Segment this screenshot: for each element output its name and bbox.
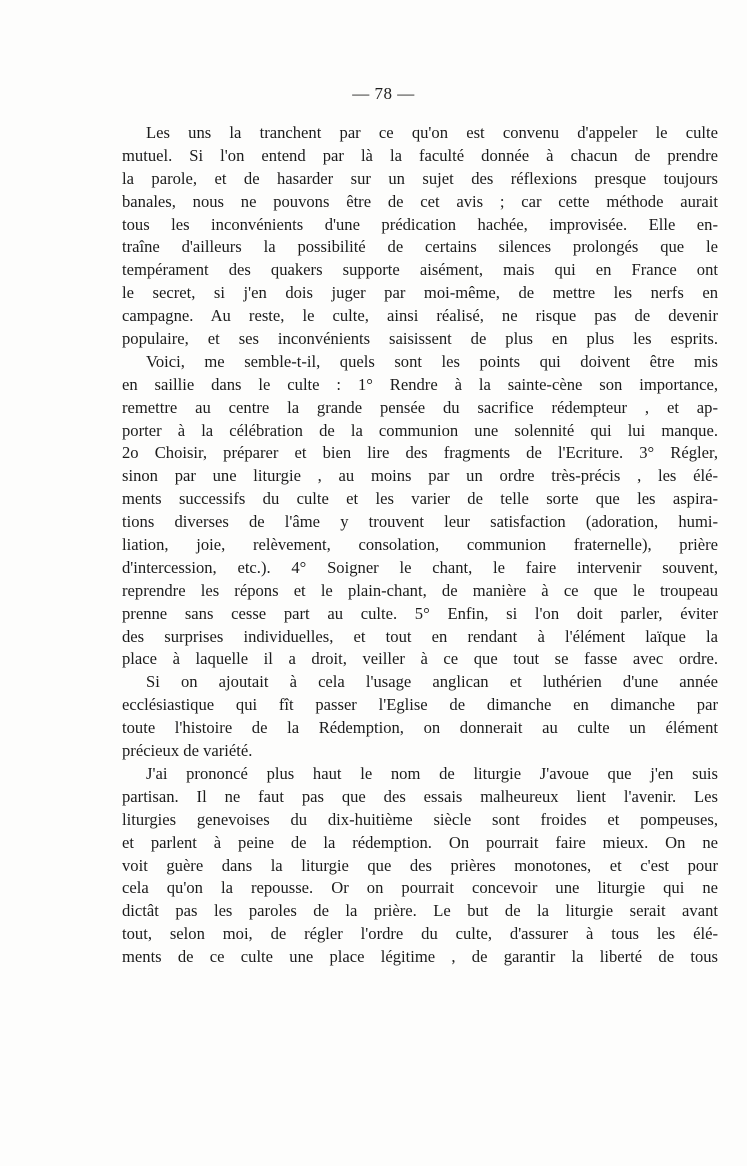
text-line: Les uns la tranchent par ce qu'on est convenu d'appeler le culte [146,123,718,142]
text-line: précieux de variété. [122,741,253,761]
text-line: en saillie dans le culte : 1° Rendre à la sainte-cène son importance, [122,374,718,394]
text-line: la parole, et de hasarder sur un sujet des réflexions presque toujours [122,168,718,188]
text-line: tous les inconvénients d'une prédication hachée, improvisée. Elle en- [122,214,718,234]
text-line: J'ai prononcé plus haut le nom de liturgie J'avoue que j'en suis [146,763,718,783]
text-line: reprendre les répons et le plain-chant, de manière à ce que le troupeau [122,580,718,600]
text-line: cela qu'on la repousse. Or on pourrait concevoir une liturgie qui ne [122,878,718,898]
text-line: prenne sans cesse part au culte. 5° Enfin, si l'on doit parler, éviter [122,603,718,623]
text-line: mutuel. Si l'on entend par là la faculté donnée à chacun de prendre [122,145,718,165]
text-line: campagne. Au reste, le culte, ainsi réalisé, ne risque pas de devenir [122,306,718,326]
text-line: traîne d'ailleurs la possibilité de certains silences prolongés que le [122,237,718,257]
text-line: ments successifs du culte et les varier de telle sorte que les aspira- [122,489,718,509]
text-line: et parlent à peine de la rédemption. On pourrait faire mieux. On ne [122,832,718,852]
text-line: banales, nous ne pouvons être de cet avis ; car cette méthode aurait [122,191,718,211]
text-line: liation, joie, relèvement, consolation, communion fraternelle), prière [122,535,718,555]
text-line: Si on ajoutait à cela l'usage anglican et luthérien d'une année [146,672,718,692]
paragraph [122,671,718,763]
text-line: porter à la célébration de la communion une solennité qui lui manque. [122,420,718,440]
text-line: populaire, et ses inconvénients saisissent de plus en plus les esprits. [122,329,718,349]
text-line: 2o Choisir, préparer et bien lire des fragments de l'Ecriture. 3° Régler, [122,443,718,463]
text-line: d'intercession, etc.). 4° Soigner le chant, le faire intervenir souvent, [122,557,718,577]
paragraph [122,122,718,351]
text-line: tempérament des quakers supporte aisément, mais qui en France ont [122,260,718,280]
body-text [122,122,718,969]
text-line: tout, selon moi, de régler l'ordre du culte, d'assurer à tous les élé- [122,924,718,944]
text-line: ments de ce culte une place légitime , de garantir la liberté de tous [122,947,718,967]
text-line: dictât pas les paroles de la prière. Le but de la liturgie serait avant [122,901,718,921]
text-line: toute l'histoire de la Rédemption, on donnerait au culte un élément [122,718,718,738]
text-line: Voici, me semble-t-il, quels sont les points qui doivent être mis [146,351,718,371]
text-line: le secret, si j'en dois juger par moi-même, de mettre les nerfs en [122,283,718,303]
text-line: voit guère dans la liturgie que des prières monotones, et c'est pour [122,855,718,875]
text-line: ecclésiastique qui fît passer l'Eglise de dimanche en dimanche par [122,695,718,715]
text-line: place à laquelle il a droit, veiller à ce que tout se fasse avec ordre. [122,649,718,669]
paragraph [122,351,718,671]
paragraph [122,763,718,969]
text-line: des surprises individuelles, et tout en rendant à l'élément laïque la [122,626,718,646]
text-line: partisan. Il ne faut pas que des essais malheureux lient l'avenir. Les [122,786,718,806]
text-line: liturgies genevoises du dix-huitième siècle sont froides et pompeuses, [122,809,718,829]
text-line: tions diverses de l'âme y trouvent leur satisfaction (adoration, humi- [122,512,718,532]
page-number: — 78 — [352,84,415,103]
text-line: remettre au centre la grande pensée du sacrifice rédempteur , et ap- [122,397,718,417]
text-line: sinon par une liturgie , au moins par un ordre très-précis , les élé- [122,466,718,486]
